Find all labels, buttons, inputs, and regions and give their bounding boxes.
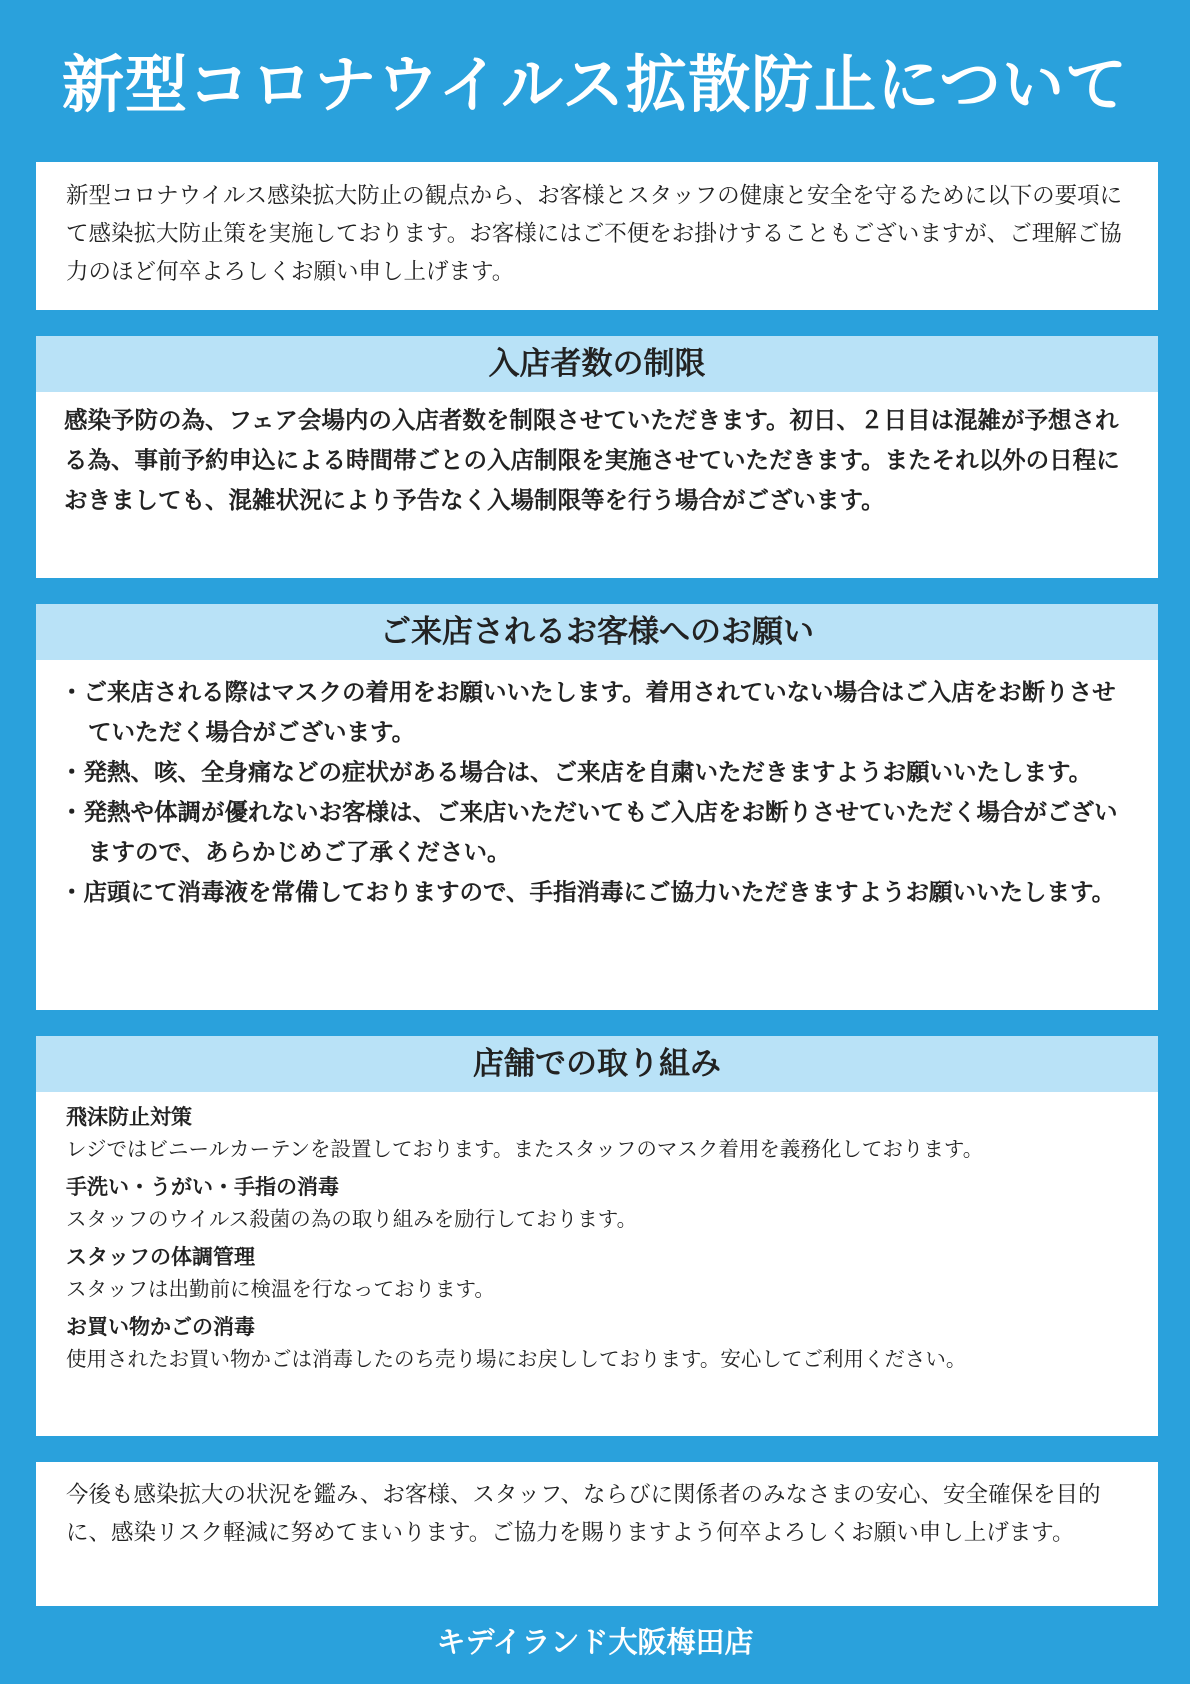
closing-text: 今後も感染拡大の状況を鑑み、お客様、スタッフ、ならびに関係者のみなさまの安心、安全確保を目的に、感染リスク軽減に努めてまいります。ご協力を賜りますよう何卒よろしくお願い申し上げます。 <box>66 1482 1101 1546</box>
measure-droplet <box>66 1100 1128 1164</box>
measure-desc: 使用されたお買い物かごは消毒したのち売り場にお戻ししております。安心してご利用ください。 <box>66 1347 967 1371</box>
measure-staff-health <box>66 1240 1128 1304</box>
request-item-mask: ・ご来店される際はマスクの着用をお願いいたします。着用されていない場合はご入店をお断りさせていただく場合がございます。 <box>60 678 1116 746</box>
customer-request-heading: ご来店されるお客様へのお願い <box>36 604 1158 660</box>
store-measures-section <box>36 1036 1158 1436</box>
request-item-symptoms: ・発熱、咳、全身痛などの症状がある場合は、ご来店を自粛いただきますようお願いいたします。 <box>60 758 1093 786</box>
intro-text: 新型コロナウイルス感染拡大防止の観点から、お客様とスタッフの健康と安全を守るために以下の要項にて感染拡大防止策を実施しております。お客様にはご不便をお掛けすることもございますが、ご理解ご協力のほど何卒よろしくお願い申し上げます。 <box>66 183 1123 285</box>
store-measures-heading: 店舗での取り組み <box>36 1036 1158 1092</box>
intro-panel <box>36 162 1158 310</box>
measure-title: お買い物かごの消毒 <box>66 1315 255 1339</box>
request-item-sanitizer: ・店頭にて消毒液を常備しておりますので、手指消毒にご協力いただきますようお願いいたします。 <box>60 878 1116 906</box>
measure-title: 手洗い・うがい・手指の消毒 <box>66 1175 339 1199</box>
measure-basket <box>66 1310 1128 1374</box>
page-title: 新型コロナウイルス拡散防止について <box>61 48 1129 121</box>
entry-limit-text: 感染予防の為、フェア会場内の入店者数を制限させていただきます。初日、２日目は混雑が予想される為、事前予約申込による時間帯ごとの入店制限を実施させていただきます。またそれ以外の日程におきましても、混雑状況により予告なく入場制限等を行う場合がございます。 <box>64 406 1120 514</box>
measure-title: スタッフの体調管理 <box>66 1245 255 1269</box>
request-item-fever: ・発熱や体調が優れないお客様は、ご来店いただいてもご入店をお断りさせていただく場合がございますので、あらかじめご了承ください。 <box>60 798 1118 866</box>
measure-desc: スタッフは出勤前に検温を行なっております。 <box>66 1277 495 1301</box>
entry-limit-section <box>36 336 1158 578</box>
closing-panel <box>36 1462 1158 1606</box>
measure-desc: スタッフのウイルス殺菌の為の取り組みを励行しております。 <box>66 1207 638 1231</box>
measure-handwash <box>66 1170 1128 1234</box>
store-name-footer: キデイランド大阪梅田店 <box>436 1625 754 1659</box>
measure-title: 飛沫防止対策 <box>66 1105 192 1129</box>
entry-limit-heading: 入店者数の制限 <box>36 336 1158 392</box>
measure-desc: レジではビニールカーテンを設置しております。またスタッフのマスク着用を義務化しております。 <box>66 1137 984 1161</box>
customer-request-section <box>36 604 1158 1010</box>
